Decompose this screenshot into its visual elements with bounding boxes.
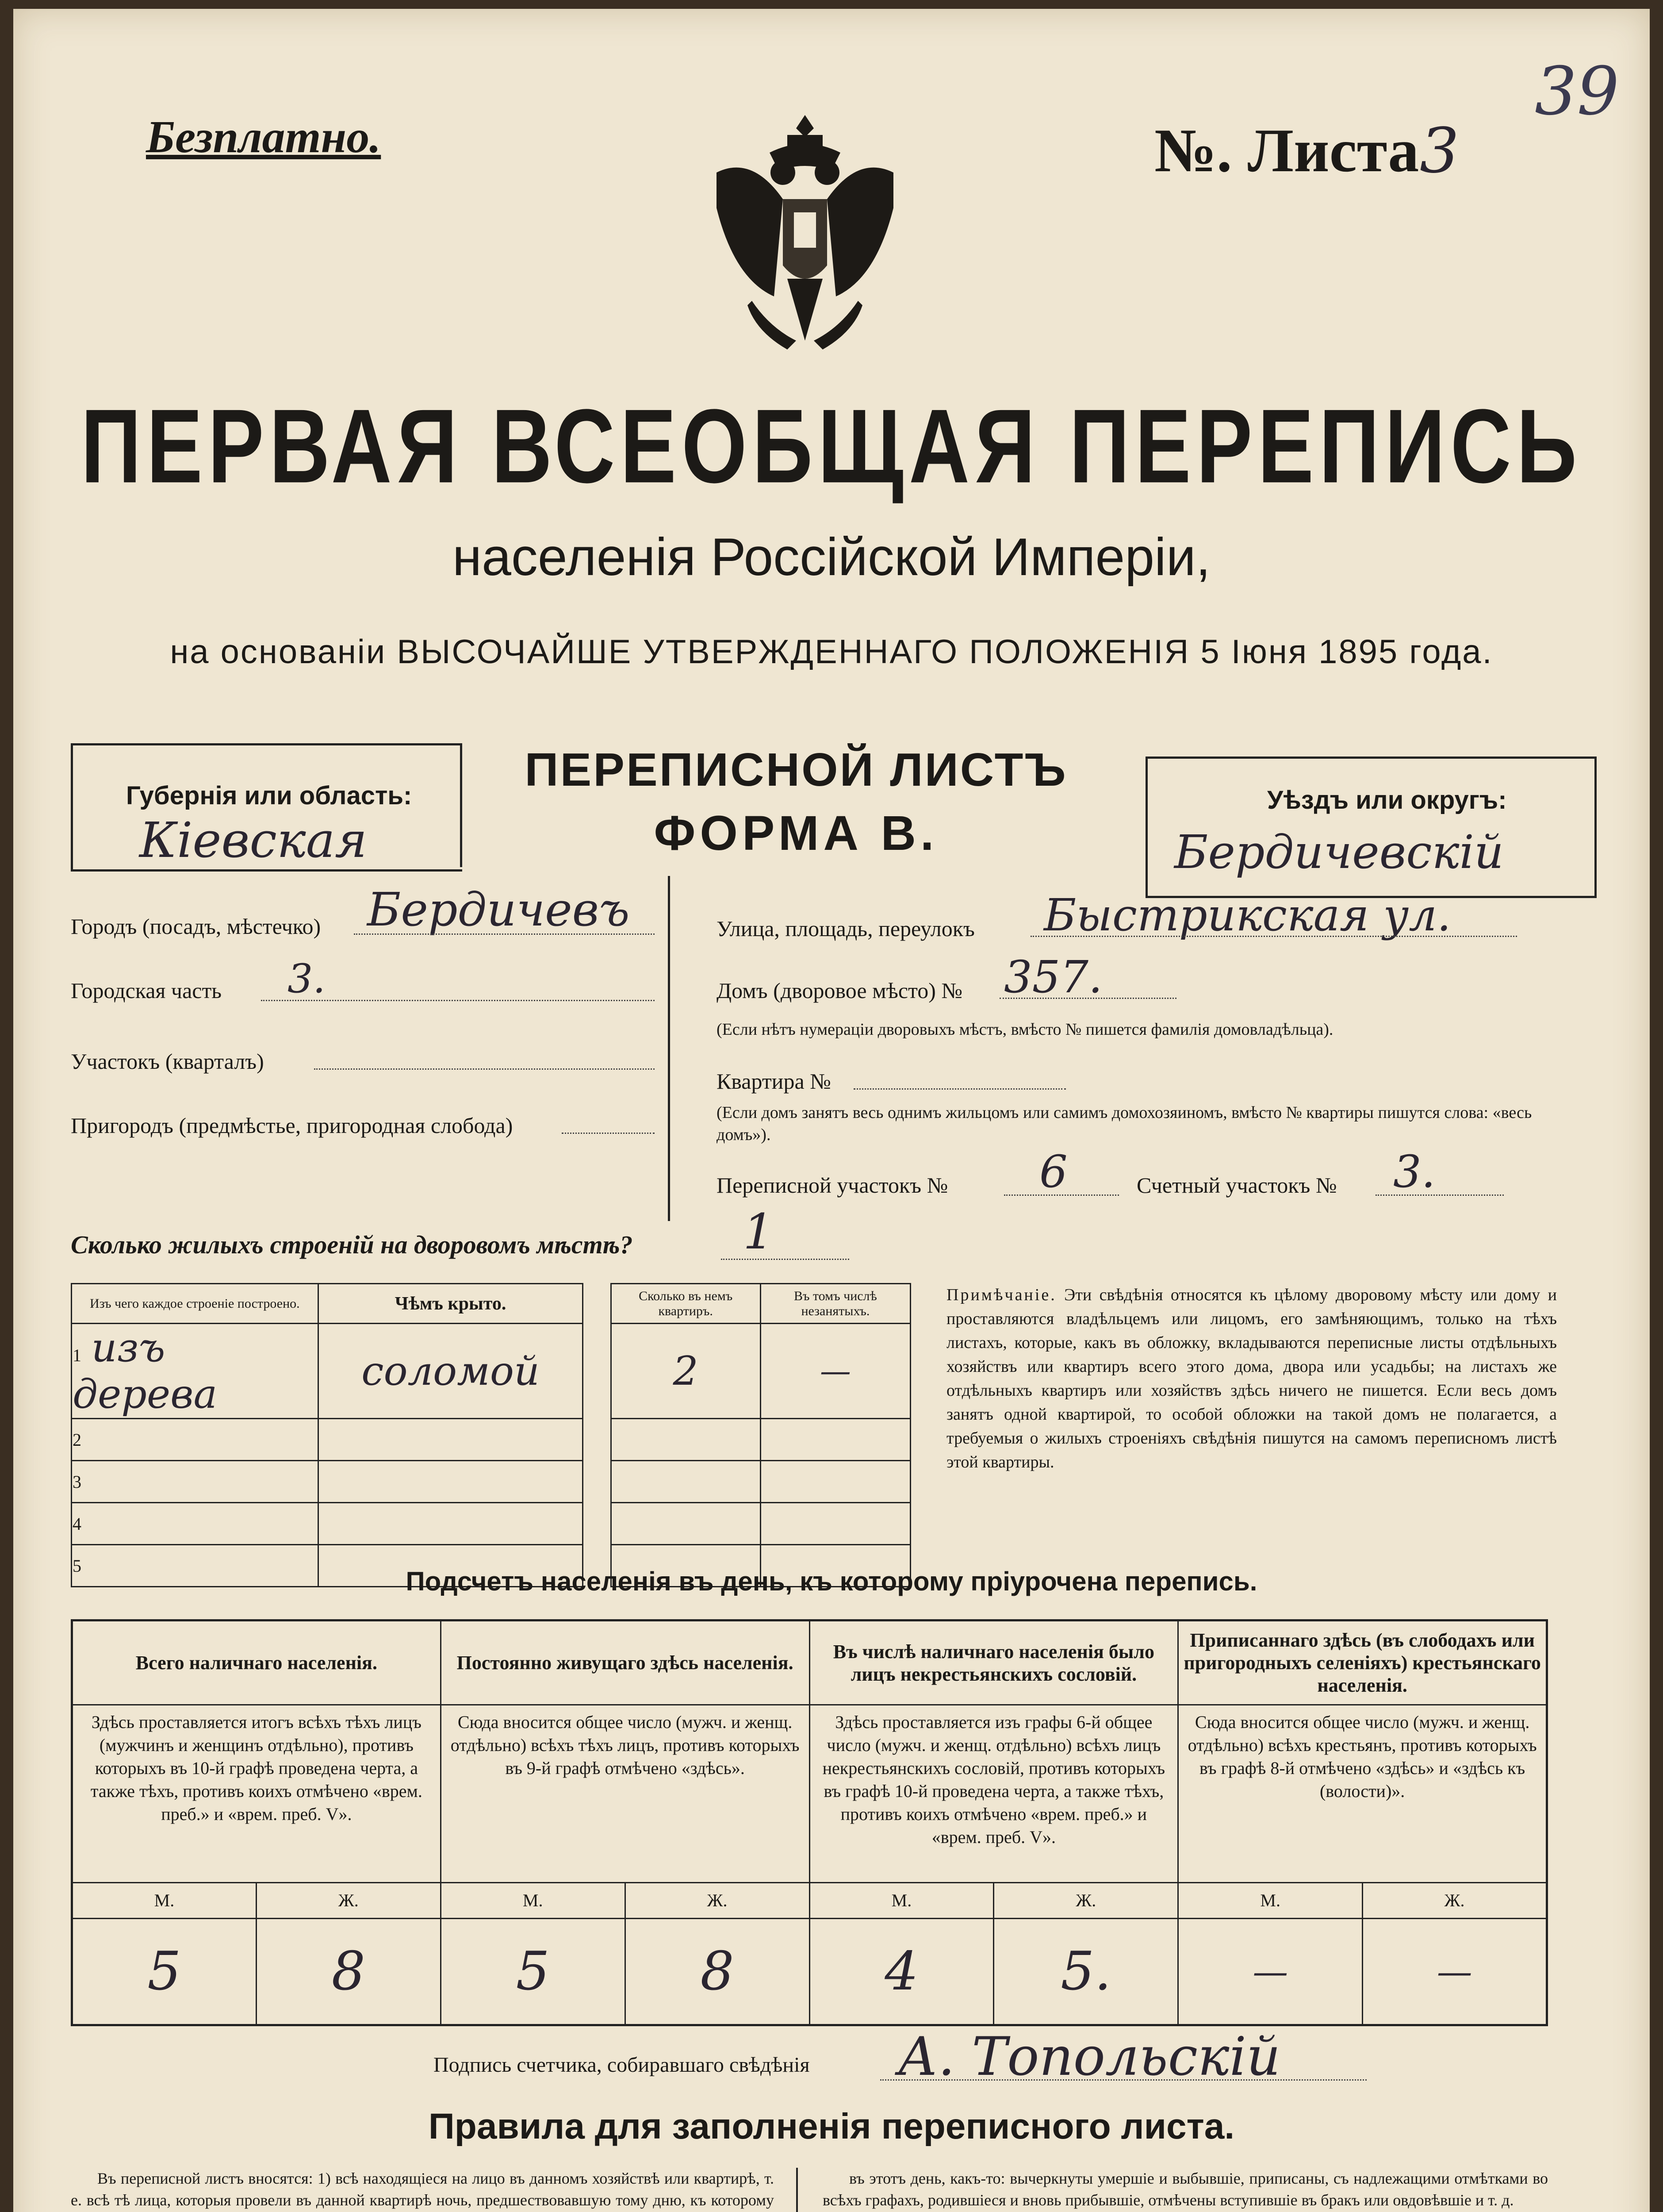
buildings-answer-line (721, 1259, 849, 1260)
rules-paragraph: въ этотъ день, какъ-то: вычеркнуты умершіе и выбывшіе, приписаны, съ надлежащими отмѣтками во всѣхъ графахъ, родившіеся и вновь прибывшіе, отмѣчены вступившіе въ бракъ или овдовѣвшіе и т. д. (823, 2170, 1548, 2209)
buildings-header-vacant: Въ томъ числѣ незанятыхъ. (760, 1284, 910, 1324)
buildings-row (72, 1419, 911, 1461)
sheet-title: ПЕРЕПИСНОЙ ЛИСТЪ (525, 744, 1068, 796)
census-area-value: 6 (1039, 1146, 1068, 1198)
buildings-table (71, 1283, 911, 1587)
note-text: Эти свѣдѣнія относятся къ цѣлому дворовому мѣсту или дому и проставляются владѣльцемъ или лицомъ, его замѣняющимъ, только на тѣхъ листахъ, которые, какъ въ обложку, вкладываются переписные листы отдѣльныхъ хозяйствъ или квартиръ всего этого дома, двора или усадьбы; на листахъ же отдѣльныхъ квартиръ или хозяйствъ здѣсь ничего не пишется. Если весь домъ занятъ одной квартирой, то особой обложки на такой домъ не полагается, а требуемыя о жилыхъ строеніяхъ свѣдѣнія пишутся на самомъ переписномъ листѣ этой квартиры. (946, 1286, 1557, 1471)
district-line (314, 1068, 655, 1070)
peasant-male-count: — (1178, 1918, 1363, 2025)
signature-label: Подпись счетчика, собиравшаго свѣдѣнія (433, 2053, 810, 2077)
permanent-female-count: 8 (625, 1918, 809, 2025)
row-vacant: — (760, 1324, 910, 1419)
sheet-number-label: №. Листа (1154, 116, 1419, 185)
apartment-line (854, 1088, 1066, 1090)
city-line (354, 933, 655, 935)
buildings-row (72, 1461, 911, 1503)
imperial-eagle-icon (699, 111, 911, 358)
rules-divider (796, 2168, 798, 2212)
uezd-value: Бердичевскій (1174, 825, 1504, 879)
rules-paragraph: Въ переписной листъ вносятся: 1) всѣ находящіеся на лицо въ данномъ хозяйствѣ или квартирѣ, т. е. всѣ тѣ лица, которыя провели въ данной квартирѣ ночь, предшествовавшую тому дню, къ которому (71, 2170, 774, 2209)
apartment-label: Квартира № (717, 1069, 831, 1094)
suburb-line (562, 1133, 655, 1134)
rules-right-column (823, 2168, 1548, 2212)
population-header-permanent: Постоянно живущаго здѣсь населенія. (441, 1621, 809, 1705)
street-value: Быстрикская ул. (1044, 889, 1451, 941)
census-sheet (13, 9, 1650, 2212)
uezd-label: Уѣздъ или округъ: (1267, 786, 1507, 814)
buildings-row (72, 1503, 911, 1545)
count-area-line (1376, 1194, 1504, 1196)
census-area-line (1004, 1194, 1119, 1196)
permanent-male-count: 5 (441, 1918, 625, 2025)
female-header: Ж. (256, 1883, 441, 1918)
male-header: М. (72, 1883, 257, 1918)
male-header: М. (1178, 1883, 1363, 1918)
buildings-answer: 1 (743, 1203, 774, 1260)
population-table (71, 1619, 1548, 2026)
row-number: 5 (72, 1545, 318, 1587)
peasant-female-count: — (1363, 1918, 1547, 2025)
house-line (1000, 998, 1176, 999)
population-header-peasant: Приписаннаго здѣсь (въ слободахъ или пригородныхъ селеніяхъ) крестьянскаго населенія. (1178, 1621, 1547, 1705)
row-apartments: 2 (611, 1324, 760, 1419)
free-label: Безплатно. (146, 111, 381, 162)
row-roof: соломой (318, 1324, 583, 1419)
house-value: 357. (1004, 951, 1103, 1003)
non-peasant-male-count: 4 (809, 1918, 994, 2025)
uezd-box (1146, 757, 1597, 898)
total-female-count: 8 (256, 1918, 441, 2025)
row-number: 3 (72, 1461, 318, 1503)
gubernia-box (71, 743, 462, 872)
house-label: Домъ (дворовое мѣсто) № (717, 978, 963, 1003)
population-desc-permanent: Сюда вносится общее число (мужч. и женщ. отдѣльно) всѣхъ тѣхъ лицъ, противъ которыхъ въ 9-й графѣ отмѣчено «здѣсь». (441, 1705, 809, 1883)
row-material: изъ дерева (73, 1325, 218, 1417)
row-number: 4 (72, 1503, 318, 1545)
buildings-question: Сколько жилыхъ строеній на дворовомъ мѣстѣ? (71, 1230, 633, 1259)
male-header: М. (809, 1883, 994, 1918)
gubernia-divider (460, 743, 462, 867)
buildings-row (72, 1324, 911, 1419)
count-area-label: Счетный участокъ № (1137, 1173, 1337, 1198)
form-name: ФОРМА В. (654, 806, 939, 860)
female-header: Ж. (1363, 1883, 1547, 1918)
basis-line: на основаніи ВЫСОЧАЙШЕ УТВЕРЖДЕННАГО ПОЛОЖЕНІЯ 5 Іюня 1895 года. (170, 633, 1493, 671)
subtitle: населенія Россійской Имперіи, (452, 527, 1211, 587)
count-area-value: 3. (1393, 1146, 1436, 1198)
city-part-value: 3. (287, 956, 326, 1002)
population-desc-total: Здѣсь проставляется итогъ всѣхъ тѣхъ лицъ (мужчинъ и женщинъ отдѣльно), противъ которыхъ въ 10-й графѣ проведена черта, а также тѣхъ, противъ коихъ отмѣчено «врем. преб.» и «врем. преб. V». (72, 1705, 441, 1883)
city-value: Бердичевъ (367, 883, 630, 937)
rules-title: Правила для заполненія переписного листа. (428, 2106, 1235, 2147)
population-desc-non-peasant: Здѣсь проставляется изъ графы 6-й общее число (мужч. и женщ. отдѣльно) всѣхъ лицъ некрестьянскихъ сословій, противъ которыхъ въ графѣ 10-й проведена черта, а также тѣхъ, противъ коихъ отмѣчено «врем. преб.» и «врем. преб. V». (809, 1705, 1178, 1883)
city-part-label: Городская часть (71, 978, 222, 1003)
archive-mark: 39 (1535, 53, 1619, 130)
location-divider (668, 876, 670, 1221)
buildings-header-material: Изъ чего каждое строеніе построено. (72, 1284, 318, 1324)
note-title: Примѣчаніе. (946, 1286, 1057, 1304)
city-label: Городъ (посадъ, мѣстечко) (71, 914, 321, 939)
gubernia-label: Губернія или область: (126, 781, 412, 810)
gubernia-value: Кіевская (139, 812, 368, 868)
suburb-label: Пригородъ (предмѣстье, пригородная слобода) (71, 1113, 513, 1138)
female-header: Ж. (625, 1883, 809, 1918)
non-peasant-female-count: 5. (994, 1918, 1178, 2025)
buildings-header-apartments: Сколько въ немъ квартиръ. (611, 1284, 760, 1324)
row-number: 1 (73, 1345, 81, 1365)
total-male-count: 5 (72, 1918, 257, 2025)
street-label: Улица, площадь, переулокъ (717, 916, 975, 941)
enumerator-signature: А. Топольскій (898, 2026, 1281, 2088)
apartment-note: (Если домъ занятъ весь однимъ жильцомъ или самимъ домохозяиномъ, вмѣсто № квартиры пишутся слова: «весь домъ»). (717, 1103, 1532, 1144)
district-label: Участокъ (кварталъ) (71, 1049, 264, 1074)
population-desc-peasant: Сюда вносится общее число (мужч. и женщ. отдѣльно) всѣхъ крестьянъ, противъ которыхъ въ графѣ 8-й отмѣчено «здѣсь» и «здѣсь къ (волости)». (1178, 1705, 1547, 1883)
buildings-header-roof: Чѣмъ крыто. (318, 1284, 583, 1324)
female-header: Ж. (994, 1883, 1178, 1918)
street-line (1031, 936, 1517, 937)
male-header: М. (441, 1883, 625, 1918)
population-title: Подсчетъ населенія въ день, къ которому пріурочена перепись. (406, 1567, 1257, 1596)
population-header-total: Всего наличнаго населенія. (72, 1621, 441, 1705)
buildings-note (946, 1283, 1557, 1474)
house-note: (Если нѣтъ нумераціи дворовыхъ мѣстъ, вмѣсто № пишется фамилія домовладѣльца). (717, 1020, 1333, 1039)
row-number: 2 (72, 1419, 318, 1461)
signature-line (880, 2079, 1367, 2081)
rules-left-column (71, 2168, 774, 2212)
sheet-number-value: 3 (1420, 115, 1460, 187)
population-header-non-peasant: Въ числѣ наличнаго населенія было лицъ некрестьянскихъ сословій. (809, 1621, 1178, 1705)
city-part-line (261, 1000, 655, 1001)
census-area-label: Переписной участокъ № (717, 1173, 948, 1198)
main-title: ПЕРВАЯ ВСЕОБЩАЯ ПЕРЕПИСЬ (80, 388, 1583, 505)
